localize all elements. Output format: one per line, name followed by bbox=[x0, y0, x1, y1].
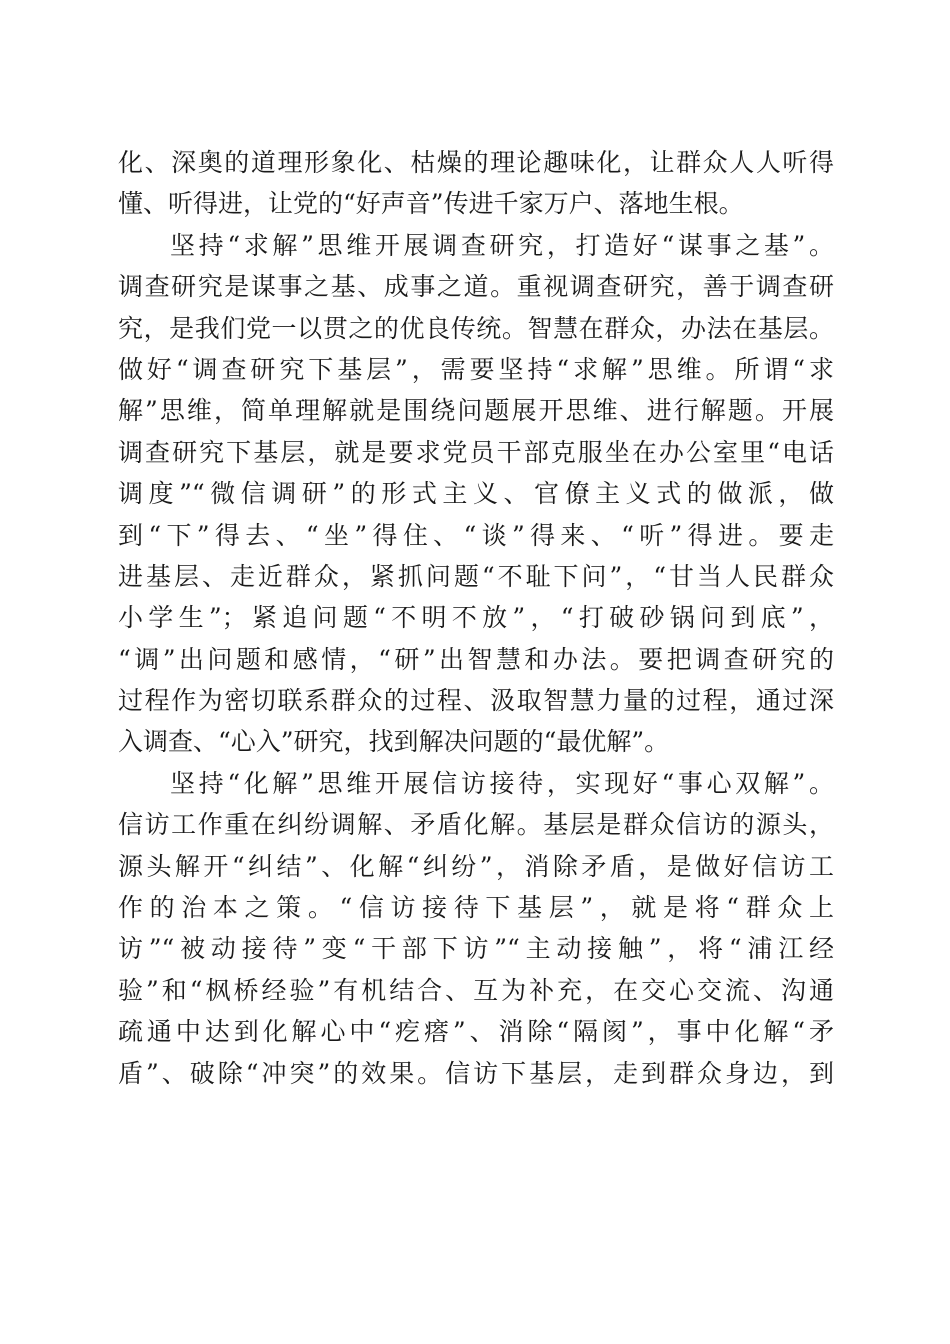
text-line: 验”和“枫桥经验”有机结合、互为补充，在交心交流、沟通 bbox=[118, 975, 834, 1005]
text-line: 到“下”得去、“坐”得住、“谈”得来、“听”得进。要走 bbox=[118, 520, 834, 550]
text-line: 过程作为密切联系群众的过程、汲取智慧力量的过程，通过深 bbox=[118, 686, 834, 716]
text-line: 究，是我们党一以贯之的优良传统。智慧在群众，办法在基层。 bbox=[118, 313, 834, 343]
text-line: 调查研究是谋事之基、成事之道。重视调查研究，善于调查研 bbox=[118, 272, 834, 302]
text-line: 入调查、“心入”研究，找到解决问题的“最优解”。 bbox=[118, 727, 670, 757]
text-line: “调”出问题和感情，“研”出智慧和办法。要把调查研究的 bbox=[118, 644, 834, 674]
text-line: 化、深奥的道理形象化、枯燥的理论趣味化，让群众人人听得 bbox=[118, 148, 834, 177]
text-line: 解”思维，简单理解就是围绕问题展开思维、进行解题。开展 bbox=[118, 396, 834, 426]
text-line: 作的治本之策。“信访接待下基层”，就是将“群众上 bbox=[118, 893, 834, 923]
text-line: 小学生”；紧追问题“不明不放”，“打破砂锅问到底”， bbox=[118, 603, 834, 633]
text-line: 盾”、破除“冲突”的效果。信访下基层，走到群众身边，到 bbox=[118, 1058, 834, 1088]
section-heading-line: 坚持“化解”思维开展信访接待，实现好“事心双解”。 bbox=[170, 768, 834, 798]
text-line: 做好“调查研究下基层”，需要坚持“求解”思维。所谓“求 bbox=[118, 354, 834, 384]
text-line: 进基层、走近群众，紧抓问题“不耻下问”，“甘当人民群众 bbox=[118, 561, 834, 591]
section-heading-line: 坚持“求解”思维开展调查研究，打造好“谋事之基”。 bbox=[170, 230, 834, 260]
text-line: 访”“被动接待”变“干部下访”“主动接触”，将“浦江经 bbox=[118, 934, 834, 964]
text-line: 源头解开“纠结”、化解“纠纷”，消除矛盾，是做好信访工 bbox=[118, 851, 834, 881]
text-line: 调查研究下基层，就是要求党员干部克服坐在办公室里“电话 bbox=[118, 437, 834, 467]
document-body bbox=[118, 142, 834, 1094]
text-line: 懂、听得进，让党的“好声音”传进千家万户、落地生根。 bbox=[118, 189, 744, 219]
text-line: 调度”“微信调研”的形式主义、官僚主义式的做派，做 bbox=[118, 479, 834, 509]
text-line: 疏通中达到化解心中“疙瘩”、消除“隔阂”，事中化解“矛 bbox=[118, 1017, 834, 1047]
text-line: 信访工作重在纠纷调解、矛盾化解。基层是群众信访的源头， bbox=[118, 810, 834, 840]
